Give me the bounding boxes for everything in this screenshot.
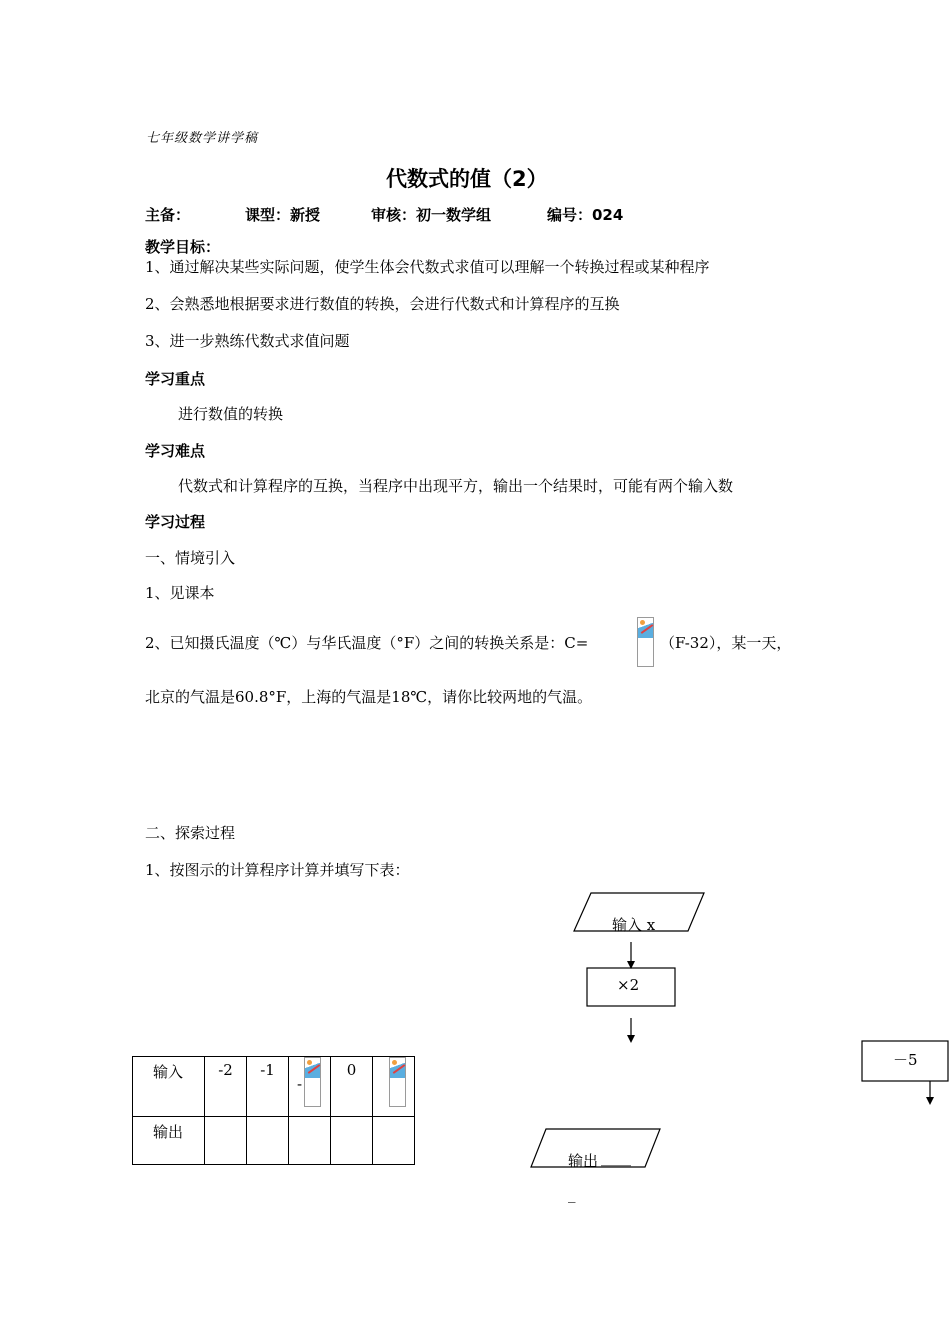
objective-item: 2、会熟悉地根据要求进行数值的转换，会进行代数式和计算程序的互换 xyxy=(145,295,620,313)
intro-item-1: 1、见课本 xyxy=(145,584,215,602)
difficulty-heading: 学习难点 xyxy=(145,442,206,460)
input-cell: -1 xyxy=(247,1057,289,1117)
section-explore: 二、探索过程 xyxy=(145,824,236,842)
output-cell[interactable] xyxy=(331,1117,373,1165)
input-cell xyxy=(289,1057,331,1117)
intro-item-2-line2: 北京的气温是60.8°F，上海的气温是18℃，请你比较两地的气温。 xyxy=(145,688,593,706)
header-tag: 七年级数学讲学稿 xyxy=(146,131,259,146)
meta-lesson-type: 课型：新授 xyxy=(245,206,321,224)
flow-times2-label: ×2 xyxy=(617,976,640,994)
objective-item: 1、通过解决某些实际问题，使学生体会代数式求值可以理解一个转换过程或某种程序 xyxy=(145,258,710,276)
input-cell: -2 xyxy=(205,1057,247,1117)
row-label-output: 输出 xyxy=(133,1117,205,1165)
page-title: 代数式的值（2） xyxy=(386,167,548,191)
flow-minus5-label: －5 xyxy=(893,1051,918,1069)
arrow-2-head xyxy=(627,1035,635,1043)
key-point-heading: 学习重点 xyxy=(145,370,206,388)
meta-reviewer: 审核：初一数学组 xyxy=(371,206,492,224)
key-point-text: 进行数值的转换 xyxy=(178,405,284,423)
table-row xyxy=(133,1117,415,1165)
output-cell[interactable] xyxy=(289,1117,331,1165)
row-label-input: 输入 xyxy=(133,1057,205,1117)
intro-item-2-before: 2、已知摄氏温度（℃）与华氏温度（°F）之间的转换关系是：C= xyxy=(145,634,589,652)
input-cell: 0 xyxy=(331,1057,373,1117)
input-cell-sign: - xyxy=(297,1075,303,1093)
meta-preparer: 主备： xyxy=(145,206,191,224)
section-intro: 一、情境引入 xyxy=(145,549,236,567)
objectives-heading: 教学目标： xyxy=(145,238,221,256)
process-heading: 学习过程 xyxy=(145,513,206,531)
output-cell[interactable] xyxy=(247,1117,289,1165)
intro-item-2-after: （F-32），某一天， xyxy=(660,634,792,652)
table-row xyxy=(133,1057,415,1117)
output-cell[interactable] xyxy=(205,1117,247,1165)
difficulty-text: 代数式和计算程序的互换，当程序中出现平方，输出一个结果时，可能有两个输入数 xyxy=(178,477,734,495)
input-cell xyxy=(373,1057,415,1117)
flow-output-label: 输出 xyxy=(568,1152,599,1170)
output-cell[interactable] xyxy=(373,1117,415,1165)
fraction-image-icon xyxy=(304,1057,321,1107)
arrow-3-head xyxy=(926,1097,934,1105)
objective-item: 3、进一步熟练代数式求值问题 xyxy=(145,332,350,350)
flow-output-blank: ＿＿ xyxy=(601,1150,632,1168)
io-table xyxy=(132,1056,415,1165)
flow-input-label: 输入 x xyxy=(612,916,656,934)
fraction-image-icon xyxy=(389,1057,406,1107)
meta-number: 编号：024 xyxy=(547,206,624,224)
explore-item-1: 1、按图示的计算程序计算并填写下表： xyxy=(145,861,410,879)
flow-underline-mark: _ xyxy=(568,1185,576,1203)
